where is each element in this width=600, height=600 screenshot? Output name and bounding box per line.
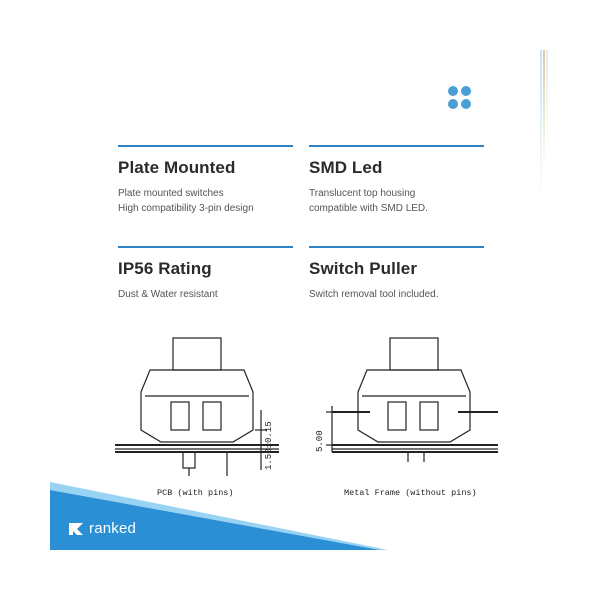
brand-name: ranked — [89, 520, 137, 537]
feature-line: High compatibility 3-pin design — [118, 203, 254, 214]
feature-line: Plate mounted switches — [118, 188, 224, 199]
feature-title: Plate Mounted — [118, 158, 236, 177]
dimension-label: 5.00 — [315, 430, 325, 452]
feature-title: SMD Led — [309, 158, 383, 177]
feature-title: IP56 Rating — [118, 259, 212, 278]
dimension-label: 1.50±0.15 — [264, 421, 274, 470]
product-card — [50, 50, 550, 550]
feature-line: compatible with SMD LED. — [309, 203, 428, 214]
feature-line: Dust & Water resistant — [118, 289, 218, 300]
feature-title: Switch Puller — [309, 259, 418, 278]
feature-line: Switch removal tool included. — [309, 289, 439, 300]
brand-band — [50, 50, 550, 550]
feature-line: Translucent top housing — [309, 188, 416, 199]
diagram-caption: Metal Frame (without pins) — [344, 488, 477, 498]
ranked-logo-icon — [68, 521, 86, 537]
brand-logo — [68, 520, 136, 537]
diagram-caption: PCB (with pins) — [157, 488, 234, 498]
